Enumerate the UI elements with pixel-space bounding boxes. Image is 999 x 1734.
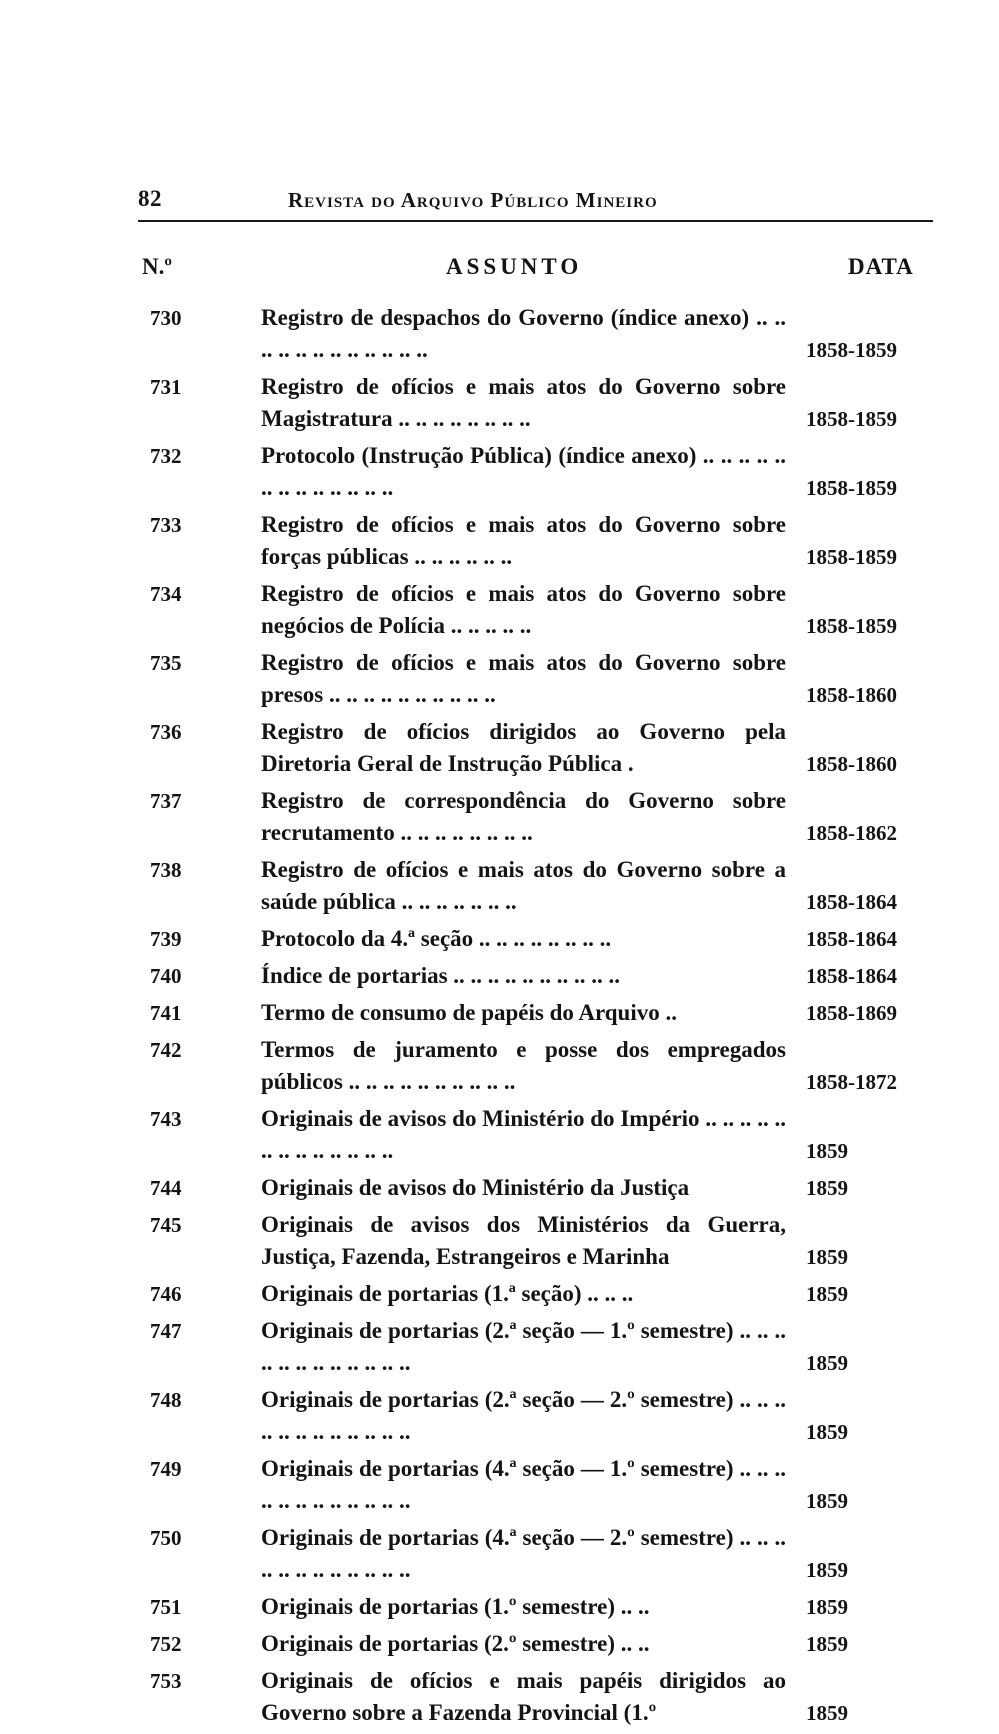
entry-date: 1859	[806, 1176, 848, 1200]
list-item	[0, 1522, 999, 1586]
entry-subject: Protocolo (Instrução Pública) (índice anexo) .. .. .. .. .. .. .. .. .. .. .. .. ..	[261, 443, 786, 500]
list-item	[0, 1034, 999, 1098]
entry-date: 1858-1859	[806, 476, 897, 500]
entry-subject: Originais de portarias (2.ª seção — 2.º semestre) .. .. .. .. .. .. .. .. .. .. .. ..	[261, 1387, 786, 1444]
list-item	[0, 716, 999, 780]
entry-number: 732	[150, 444, 182, 468]
entry-date: 1858-1864	[806, 927, 897, 951]
list-item	[0, 578, 999, 642]
entry-subject: Registro de despachos do Governo (índice anexo) .. .. .. .. .. .. .. .. .. .. .. ..	[261, 305, 786, 362]
entry-date: 1858-1864	[806, 964, 897, 988]
list-item	[0, 1453, 999, 1517]
entry-date: 1858-1869	[806, 1001, 897, 1025]
entry-number: 739	[150, 927, 182, 951]
column-header-subject: ASSUNTO	[446, 254, 583, 279]
list-item	[0, 785, 999, 849]
list-item	[0, 371, 999, 435]
entry-date: 1859	[806, 1632, 848, 1656]
column-header-date: DATA	[848, 254, 914, 279]
entry-number: 740	[150, 964, 182, 988]
entry-subject: Originais de portarias (4.ª seção — 1.º semestre) .. .. .. .. .. .. .. .. .. .. .. ..	[261, 1456, 786, 1513]
list-item	[0, 1103, 999, 1167]
page-header	[138, 186, 933, 222]
entry-date: 1858-1862	[806, 821, 897, 845]
entry-date: 1858-1860	[806, 752, 897, 776]
entry-date: 1858-1872	[806, 1070, 897, 1094]
entry-subject: Registro de ofícios e mais atos do Governo sobre forças públicas .. .. .. .. .. ..	[261, 512, 786, 569]
list-item	[0, 997, 999, 1029]
list-item	[0, 960, 999, 992]
list-item	[0, 509, 999, 573]
entry-subject: Originais de avisos do Ministério da Justiça	[261, 1175, 690, 1200]
entry-number: 747	[150, 1319, 182, 1343]
entry-subject: Registro de ofícios e mais atos do Governo sobre a saúde pública .. .. .. .. .. .. ..	[261, 857, 786, 914]
entry-subject: Registro de ofícios e mais atos do Governo sobre negócios de Polícia .. .. .. .. ..	[261, 581, 786, 638]
entry-subject: Originais de portarias (2.º semestre) .. ..	[261, 1631, 650, 1656]
entry-number: 734	[150, 582, 182, 606]
entry-date: 1859	[806, 1420, 848, 1444]
entry-number: 749	[150, 1457, 182, 1481]
entry-date: 1858-1864	[806, 890, 897, 914]
entry-date: 1859	[806, 1701, 848, 1725]
entry-date: 1858-1860	[806, 683, 897, 707]
list-item	[0, 1628, 999, 1660]
entry-date: 1859	[806, 1282, 848, 1306]
entry-number: 742	[150, 1038, 182, 1062]
entry-date: 1859	[806, 1351, 848, 1375]
entry-subject: Originais de ofícios e mais papéis dirigidos ao Governo sobre a Fazenda Provincial (1.º	[261, 1668, 786, 1725]
column-header-number: N.º	[142, 254, 172, 279]
running-title: Revista do Arquivo Público Mineiro	[288, 188, 658, 212]
entry-number: 745	[150, 1213, 182, 1237]
entry-number: 741	[150, 1001, 182, 1025]
entry-subject: Originais de portarias (2.ª seção — 1.º semestre) .. .. .. .. .. .. .. .. .. .. .. ..	[261, 1318, 786, 1375]
entry-subject: Originais de portarias (1.º semestre) .. ..	[261, 1594, 650, 1619]
list-item	[0, 1278, 999, 1310]
entry-number: 750	[150, 1526, 182, 1550]
entry-number: 730	[150, 306, 182, 330]
entry-date: 1858-1859	[806, 614, 897, 638]
entry-number: 753	[150, 1669, 182, 1693]
entry-subject: Registro de ofícios dirigidos ao Governo pela Diretoria Geral de Instrução Pública .	[261, 719, 786, 776]
entry-subject: Termo de consumo de papéis do Arquivo ..	[261, 1000, 677, 1025]
entry-number: 748	[150, 1388, 182, 1412]
entry-subject: Originais de portarias (4.ª seção — 2.º semestre) .. .. .. .. .. .. .. .. .. .. .. ..	[261, 1525, 786, 1582]
entries-list	[0, 302, 999, 1734]
entry-number: 746	[150, 1282, 182, 1306]
entry-number: 744	[150, 1176, 182, 1200]
entry-subject: Índice de portarias .. .. .. .. .. .. .. .. .. ..	[261, 963, 621, 988]
entry-subject: Originais de avisos do Ministério do Império .. .. .. .. .. .. .. .. .. .. .. .. ..	[261, 1106, 786, 1163]
entry-subject: Termos de juramento e posse dos empregados públicos .. .. .. .. .. .. .. .. .. ..	[261, 1037, 786, 1094]
list-item	[0, 440, 999, 504]
entry-date: 1859	[806, 1489, 848, 1513]
entry-number: 736	[150, 720, 182, 744]
list-item	[0, 1209, 999, 1273]
entry-date: 1859	[806, 1245, 848, 1269]
entry-date: 1859	[806, 1139, 848, 1163]
entry-number: 735	[150, 651, 182, 675]
entry-date: 1859	[806, 1595, 848, 1619]
entry-subject: Registro de correspondência do Governo sobre recrutamento .. .. .. .. .. .. .. ..	[261, 788, 786, 845]
entry-number: 737	[150, 789, 182, 813]
entry-number: 752	[150, 1632, 182, 1656]
entry-date: 1858-1859	[806, 545, 897, 569]
list-item	[0, 1591, 999, 1623]
entry-subject: Originais de avisos dos Ministérios da Guerra, Justiça, Fazenda, Estrangeiros e Marinha	[261, 1212, 786, 1269]
entry-subject: Originais de portarias (1.ª seção) .. .. ..	[261, 1281, 634, 1306]
list-item	[0, 647, 999, 711]
entry-subject: Registro de ofícios e mais atos do Governo sobre Magistratura .. .. .. .. .. .. .. ..	[261, 374, 786, 431]
entry-date: 1859	[806, 1558, 848, 1582]
list-item	[0, 1384, 999, 1448]
entry-subject: Protocolo da 4.ª seção .. .. .. .. .. .. .. ..	[261, 926, 612, 951]
list-item	[0, 1172, 999, 1204]
entry-number: 743	[150, 1107, 182, 1131]
list-item	[0, 1315, 999, 1379]
page-number: 82	[138, 186, 162, 211]
entry-subject: Registro de ofícios e mais atos do Governo sobre presos .. .. .. .. .. .. .. .. .. ..	[261, 650, 786, 707]
list-item	[0, 1665, 999, 1729]
entry-date: 1858-1859	[806, 407, 897, 431]
entry-number: 738	[150, 858, 182, 882]
list-item	[0, 854, 999, 918]
list-item	[0, 923, 999, 955]
entry-number: 733	[150, 513, 182, 537]
list-item	[0, 302, 999, 366]
entry-date: 1858-1859	[806, 338, 897, 362]
entry-number: 751	[150, 1595, 182, 1619]
entry-number: 731	[150, 375, 182, 399]
